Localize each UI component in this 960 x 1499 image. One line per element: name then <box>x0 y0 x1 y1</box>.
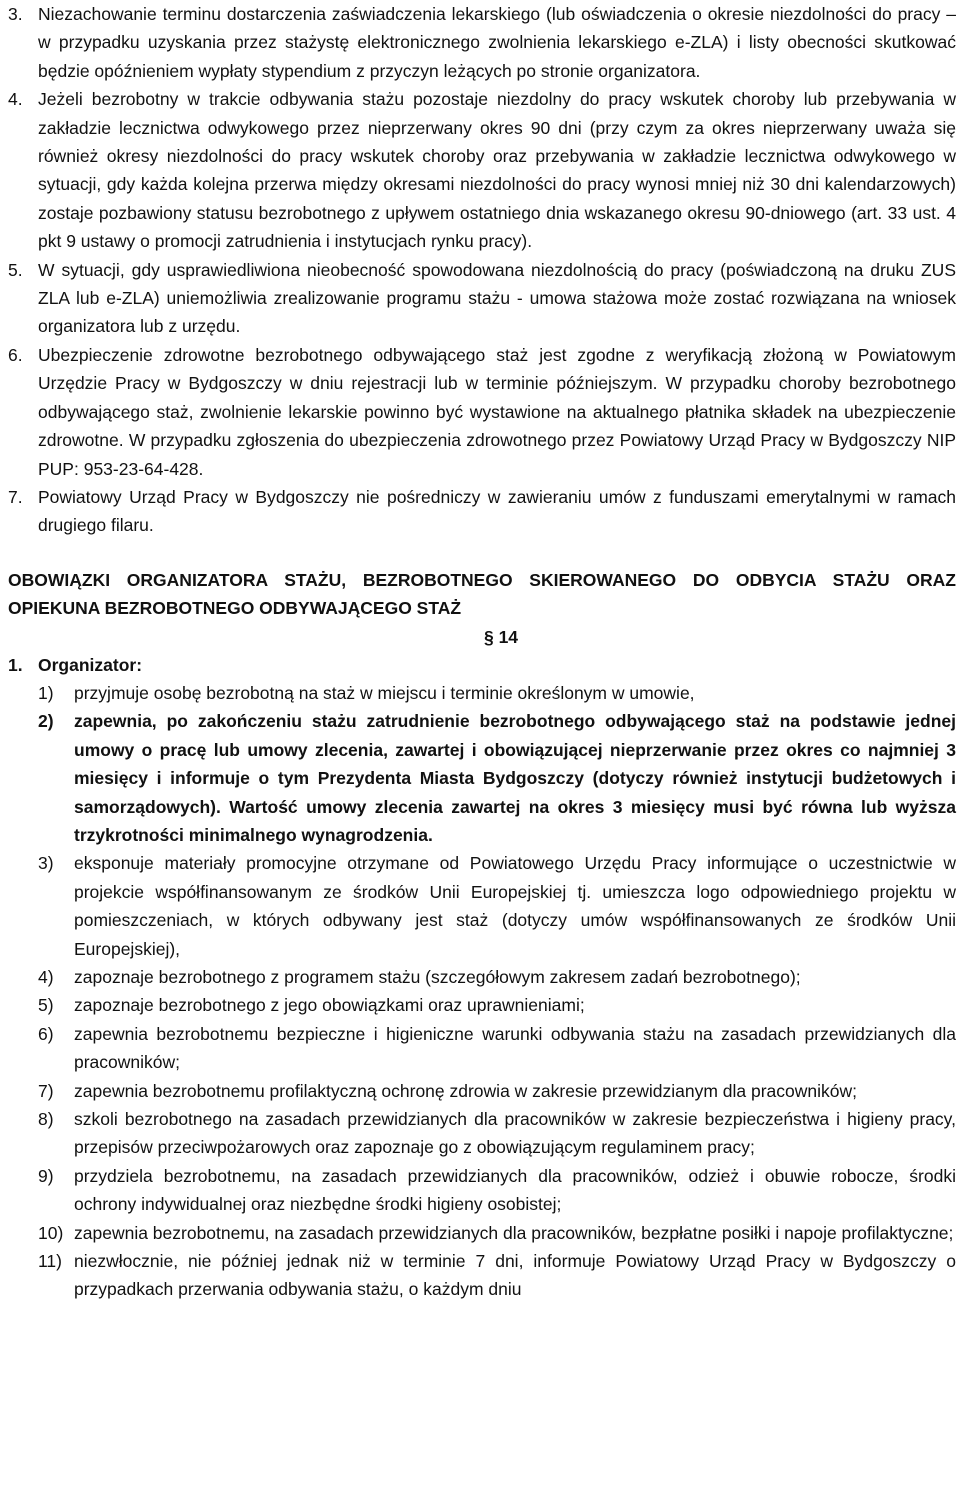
list-item-number: 3. <box>8 4 23 24</box>
duty-item-text: niezwłocznie, nie później jednak niż w terminie 7 dni, informuje Powiatowy Urząd Pracy w Bydgoszczy o przypadkach przerwania odbywania stażu, o każdym dniu <box>74 1251 956 1300</box>
duty-item-number: 2) <box>38 711 54 732</box>
duty-item-text: zapoznaje bezrobotnego z jego obowiązkami oraz uprawnieniami; <box>74 995 585 1016</box>
duty-item-number: 8) <box>38 1109 54 1130</box>
duty-item <box>8 849 956 963</box>
paragraph-sign: § 14 <box>483 626 519 647</box>
list-item-number: 5. <box>8 259 23 280</box>
duty-item <box>8 1162 956 1219</box>
list-item <box>8 483 956 540</box>
duty-item-text: eksponuje materiały promocyjne otrzymane od Powiatowego Urzędu Pracy informujące o uczestnictwie w projekcie współfinansowanym ze środków Unii Europejskiej tj. umieszcza logo odpowiedniego projektu w pomieszczeniach, w których odbywany jest staż (dotyczy umów współfinansowanych ze środków Unii Europejskiej), <box>74 853 956 959</box>
duty-item-number: 4) <box>38 967 54 987</box>
list-item-number: 4. <box>8 89 23 110</box>
list-item <box>8 341 956 483</box>
duty-item <box>8 707 956 849</box>
organizer-heading <box>8 651 956 679</box>
duty-item <box>8 1020 956 1077</box>
duty-item <box>8 1247 956 1304</box>
duty-item-number: 1) <box>38 682 54 703</box>
list-item-number: 6. <box>8 344 23 365</box>
duty-item-text: zapewnia bezrobotnemu, na zasadach przewidzianych dla pracowników, bezpłatne posiłki i napoje profilaktyczne; <box>74 1222 954 1243</box>
duty-item-number: 6) <box>38 1023 54 1044</box>
duty-item <box>8 1219 956 1247</box>
duty-item-text: zapewnia, po zakończeniu stażu zatrudnienie bezrobotnego odbywającego staż na podstawie jednej umowy o pracę lub umowy zlecenia, zawartej i obowiązującej nieprzerwanie przez okres co najmniej 3 miesięcy i informuje o tym Prezydenta Miasta Bydgoszczy (dotyczy również instytucji budżetowych i samorządowych). Wartość umowy zlecenia zawartej na okres 3 miesięcy musi być równa lub wyższa trzykrotności minimalnego wynagrodzenia. <box>74 711 956 845</box>
duty-item <box>8 1077 956 1105</box>
duty-item <box>8 1105 956 1162</box>
duty-item-text: zapewnia bezrobotnemu profilaktyczną ochronę zdrowia w zakresie przewidzianym dla pracowników; <box>74 1080 858 1101</box>
organizer-number: 1. <box>8 654 23 675</box>
duty-item-text: szkoli bezrobotnego na zasadach przewidzianych dla pracowników w zakresie bezpieczeństwa i higieny pracy, przepisów przeciwpożarowych oraz zapoznaje go z obowiązującym regulaminem pracy; <box>74 1109 956 1158</box>
duty-item-number: 7) <box>38 1080 54 1101</box>
list-item-text: W sytuacji, gdy usprawiedliwiona nieobecność spowodowana niezdolnością do pracy (poświadczoną na druku ZUS ZLA lub e-ZLA) uniemożliwia zrealizowanie programu stażu - umowa stażowa może zostać rozwiązana na wniosek organizatora lub z urzędu. <box>38 259 956 337</box>
duty-item-text: przyjmuje osobę bezrobotną na staż w miejscu i terminie określonym w umowie, <box>74 682 695 703</box>
organizer-duties-list <box>8 679 956 1304</box>
list-item-text: Jeżeli bezrobotny w trakcie odbywania stażu pozostaje niezdolny do pracy wskutek choroby lub przebywania w zakładzie lecznictwa odwykowego przez nieprzerwany okres 90 dni (przy czym za okres nieprzerwany uważa się również okresy niezdolności do pracy wskutek choroby oraz przebywania w zakładzie lecznictwa odwykowego w sytuacji, gdy każda kolejna przerwa między okresami niezdolności do pracy wynosi mniej niż 30 dni kalendarzowych) zostaje pozbawiony statusu bezrobotnego z upływem ostatniego dnia wskazanego okresu 90-dniowego (art. 33 ust. 4 pkt 9 ustawy o promocji zatrudnienia i instytucjach rynku pracy). <box>38 89 956 252</box>
duty-item <box>8 679 956 707</box>
duty-item-number: 5) <box>38 995 54 1016</box>
duty-item-text: przydziela bezrobotnemu, na zasadach przewidzianych dla pracowników, odzież i obuwie robocze, środki ochrony indywidualnej oraz niezbędne środki higieny osobistej; <box>74 1165 956 1215</box>
organizer-label: Organizator: <box>38 654 143 675</box>
list-item-number: 7. <box>8 486 23 507</box>
duty-item-text: zapewnia bezrobotnemu bezpieczne i higieniczne warunki odbywania stażu na zasadach przewidzianych dla pracowników; <box>74 1023 956 1073</box>
list-item <box>8 256 956 341</box>
duty-item <box>8 963 956 991</box>
duty-item-number: 11) <box>38 1251 62 1272</box>
duty-item-number: 10) <box>38 1222 64 1243</box>
duty-item <box>8 991 956 1019</box>
numbered-list <box>8 0 956 540</box>
duty-item-number: 3) <box>38 853 54 874</box>
list-item-text: Ubezpieczenie zdrowotne bezrobotnego odbywającego staż jest zgodne z weryfikacją złożoną w Powiatowym Urzędzie Pracy w Bydgoszczy w dniu rejestracji lub w terminie późniejszym. W przypadku choroby bezrobotnego odbywającego staż, zwolnienie lekarskie powinno być wystawione na aktualnego płatnika składek na ubezpieczenie zdrowotne. W przypadku zgłoszenia do ubezpieczenia zdrowotnego przez Powiatowy Urząd Pracy w Bydgoszczy NIP PUP: 953-23-64-428. <box>38 344 956 479</box>
list-item-text: Powiatowy Urząd Pracy w Bydgoszczy nie pośredniczy w zawieraniu umów z funduszami emerytalnymi w ramach drugiego filaru. <box>38 486 956 536</box>
list-item <box>8 85 956 255</box>
list-item-text: Niezachowanie terminu dostarczenia zaświadczenia lekarskiego (lub oświadczenia o okresie niezdolności do pracy – w przypadku uzyskania przez stażystę elektronicznego zwolnienia lekarskiego e-ZLA) i listy obecności skutkować będzie opóźnieniem wypłaty stypendium z przyczyn leżących po stronie organizatora. <box>38 4 956 81</box>
duty-item-number: 9) <box>38 1165 54 1186</box>
section-header: OBOWIĄZKI ORGANIZATORA STAŻU, BEZROBOTNEGO SKIEROWANEGO DO ODBYCIA STAŻU ORAZ OPIEKUNA BEZROBOTNEGO ODBYWAJĄCEGO STAŻ <box>8 569 956 619</box>
list-item <box>8 0 956 85</box>
duty-item-text: zapoznaje bezrobotnego z programem stażu (szczegółowym zakresem zadań bezrobotnego); <box>74 967 801 987</box>
